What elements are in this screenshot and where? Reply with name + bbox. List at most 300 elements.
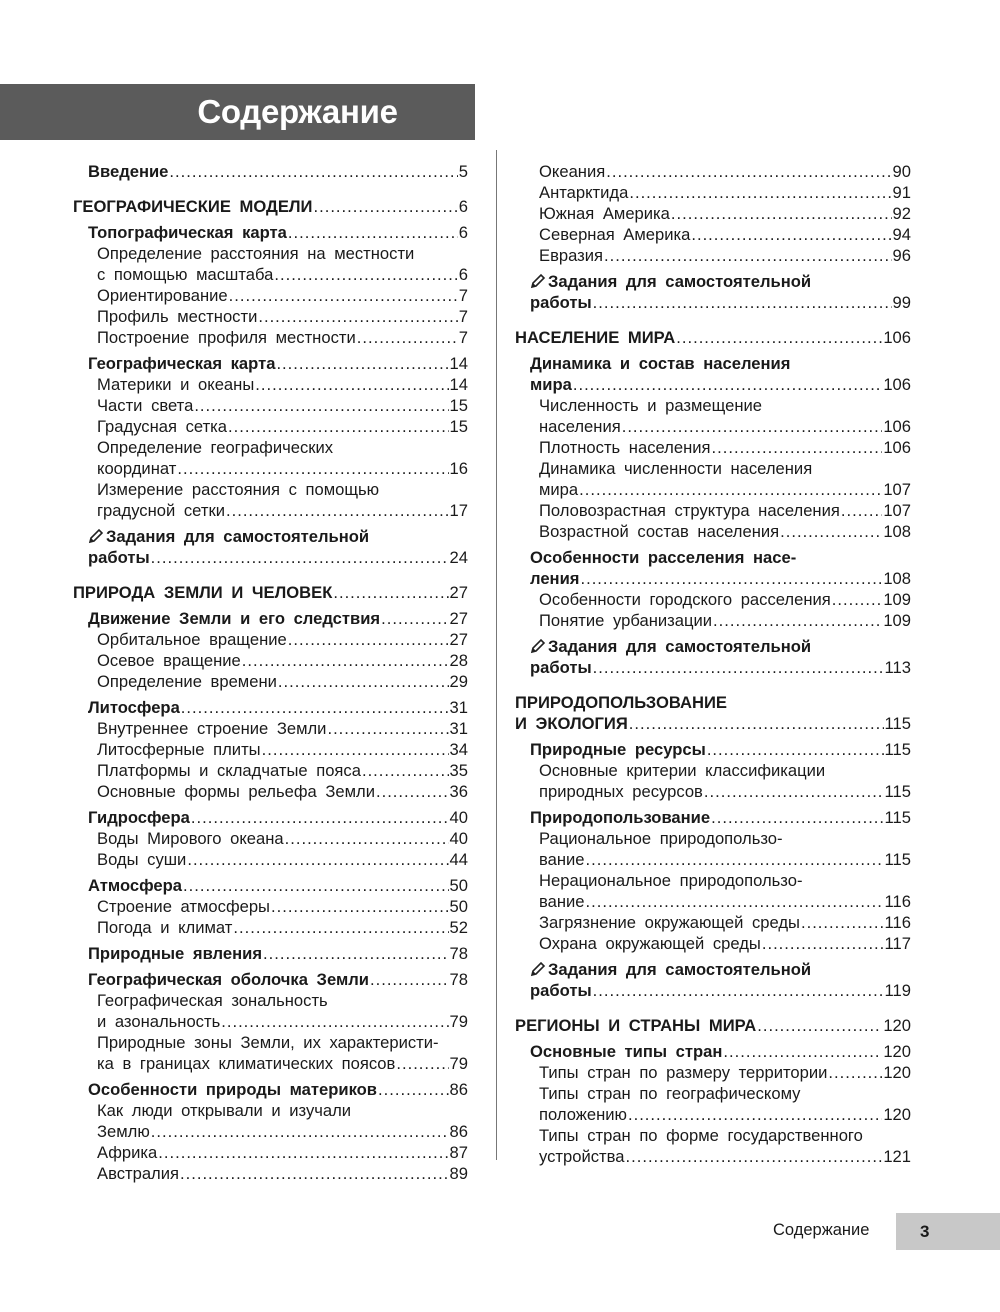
toc-item	[73, 1100, 468, 1142]
toc-page-number: 15	[449, 417, 468, 436]
toc-entry-line	[88, 608, 468, 629]
pencil-icon	[530, 273, 546, 289]
toc-item	[515, 458, 911, 500]
toc-tasks-entry	[515, 636, 911, 678]
toc-item	[515, 828, 911, 870]
toc-entry-line	[539, 182, 911, 203]
toc-entry-text: ГЕОГРАФИЧЕСКИЕ МОДЕЛИ	[73, 197, 313, 216]
toc-entry-line	[539, 479, 911, 500]
toc-page-number: 27	[449, 609, 468, 628]
toc-item	[73, 285, 468, 306]
toc-entry-line	[97, 306, 468, 327]
toc-page-number: 116	[884, 892, 911, 911]
toc-page-number: 27	[449, 583, 468, 602]
toc-page-number: 86	[449, 1080, 468, 1099]
toc-column-right	[515, 161, 911, 1167]
toc-entry-text: градусной сетки	[97, 501, 225, 520]
toc-entry-text: Измерение расстояния с помощью	[97, 480, 380, 499]
dot-leader	[181, 697, 449, 718]
toc-page-number: 87	[449, 1143, 468, 1162]
toc-entry-text: Динамика и состав населения	[530, 354, 791, 373]
toc-item	[73, 760, 468, 781]
dot-leader	[228, 416, 449, 437]
toc-entry-text: Гидросфера	[88, 808, 190, 827]
dot-leader	[285, 828, 449, 849]
dot-leader	[169, 161, 457, 182]
toc-entry-line	[97, 629, 468, 650]
toc-entry-text: Землю	[97, 1122, 150, 1141]
toc-page-number: 24	[449, 548, 468, 567]
dot-leader	[229, 285, 458, 306]
dot-leader	[704, 781, 884, 802]
toc-section	[515, 1015, 911, 1036]
toc-entry-line	[97, 849, 468, 870]
toc-entry-text: Природные ресурсы	[530, 740, 706, 759]
toc-page-number: 78	[449, 944, 468, 963]
toc-page-number: 106	[883, 417, 911, 436]
toc-page-number: 40	[449, 829, 468, 848]
toc-item	[515, 610, 911, 631]
toc-entry-text: Половозрастная структура населения	[539, 501, 840, 520]
toc-entry-text: Задания для самостоятельной	[548, 272, 812, 291]
toc-tasks-entry	[515, 271, 911, 313]
toc-chapter	[73, 943, 468, 964]
toc-entry-line	[515, 713, 911, 734]
toc-page-number: 121	[883, 1147, 911, 1166]
toc-item	[515, 161, 911, 182]
toc-entry-line	[88, 222, 468, 243]
toc-page-number: 14	[449, 354, 468, 373]
dot-leader	[158, 1142, 448, 1163]
toc-item	[515, 521, 911, 542]
toc-entry-text: Северная Америка	[539, 225, 691, 244]
dot-leader	[780, 521, 882, 542]
dot-leader	[841, 500, 882, 521]
toc-entry-line	[539, 912, 911, 933]
dot-leader	[762, 933, 884, 954]
toc-entry-text: ления	[530, 569, 580, 588]
toc-page-number: 115	[884, 714, 911, 733]
toc-entry-text: Природопользование	[530, 808, 711, 827]
toc-chapter	[515, 547, 911, 589]
toc-entry-line	[539, 610, 911, 631]
pencil-icon	[88, 528, 104, 544]
toc-chapter	[73, 875, 468, 896]
toc-item	[515, 203, 911, 224]
toc-entry-text: Топографическая карта	[88, 223, 287, 242]
toc-entry-text: Осевое вращение	[97, 651, 241, 670]
toc-entry-text: работы	[88, 548, 150, 567]
dot-leader	[593, 292, 892, 313]
toc-entry-line	[88, 697, 468, 718]
toc-item	[73, 395, 468, 416]
toc-entry-line	[97, 896, 468, 917]
toc-item	[515, 912, 911, 933]
toc-entry-text: положению	[539, 1105, 627, 1124]
toc-chapter	[73, 969, 468, 990]
toc-entry-text: И ЭКОЛОГИЯ	[515, 714, 628, 733]
toc-column-left	[73, 161, 468, 1184]
toc-page-number: 14	[449, 375, 468, 394]
toc-entry-line	[88, 1079, 468, 1100]
dot-leader	[177, 458, 448, 479]
toc-entry-line	[539, 1146, 911, 1167]
toc-entry-text: Определение расстояния на местности	[97, 244, 415, 263]
dot-leader	[183, 875, 449, 896]
toc-entry-line	[539, 224, 911, 245]
toc-page-number: 106	[883, 375, 911, 394]
toc-page-number: 16	[449, 459, 468, 478]
toc-entry-text: Строение атмосферы	[97, 897, 270, 916]
toc-page-number: 115	[884, 850, 911, 869]
toc-section	[515, 327, 911, 348]
toc-entry-text: Численность и размещение	[539, 396, 762, 415]
toc-entry-text: Понятие урбанизации	[539, 611, 713, 630]
toc-page-number: 36	[449, 782, 468, 801]
toc-page-number: 52	[449, 918, 468, 937]
toc-entry-line	[97, 760, 468, 781]
dot-leader	[378, 1079, 449, 1100]
toc-page-number: 120	[883, 1063, 911, 1082]
dot-leader	[606, 161, 891, 182]
toc-entry-line	[97, 395, 468, 416]
toc-page-number: 28	[449, 651, 468, 670]
toc-item	[73, 243, 468, 285]
toc-page-number: 27	[449, 630, 468, 649]
toc-item	[73, 990, 468, 1032]
toc-entry-line	[539, 849, 911, 870]
toc-section	[73, 196, 468, 217]
toc-item	[73, 1163, 468, 1184]
toc-entry-line	[97, 739, 468, 760]
toc-entry-text: Типы стран по географическому	[539, 1084, 801, 1103]
toc-page-number: 109	[883, 611, 911, 630]
toc-page-number: 44	[449, 850, 468, 869]
toc-entry-text: Ориентирование	[97, 286, 228, 305]
toc-entry-text: Южная Америка	[539, 204, 670, 223]
toc-entry-line	[97, 416, 468, 437]
toc-entry-line	[530, 980, 911, 1001]
toc-page-number: 115	[884, 808, 911, 827]
toc-entry-text: Литосферные плиты	[97, 740, 261, 759]
toc-item	[73, 828, 468, 849]
toc-entry-text: Профиль местности	[97, 307, 258, 326]
toc-chapter	[73, 608, 468, 629]
toc-entry-text: Евразия	[539, 246, 604, 265]
toc-entry-text: Географическая зональность	[97, 991, 328, 1010]
toc-entry-text: работы	[530, 293, 592, 312]
toc-item	[73, 739, 468, 760]
toc-entry-text: Основные критерии классификации	[539, 761, 826, 780]
toc-entry-line	[530, 807, 911, 828]
dot-leader	[580, 568, 882, 589]
dot-leader	[604, 245, 892, 266]
toc-entry-line	[97, 1142, 468, 1163]
toc-entry-text: устройства	[539, 1147, 625, 1166]
toc-item	[73, 306, 468, 327]
toc-item	[73, 671, 468, 692]
dot-leader	[288, 629, 449, 650]
toc-entry-text: Определение географических	[97, 438, 334, 457]
dot-leader	[233, 917, 448, 938]
toc-item	[73, 479, 468, 521]
toc-page-number: 50	[449, 876, 468, 895]
dot-leader	[626, 1146, 883, 1167]
dot-leader	[242, 650, 449, 671]
dot-leader	[593, 657, 884, 678]
toc-entry-text: Охрана окружающей среды	[539, 934, 761, 953]
toc-item	[73, 327, 468, 348]
page-number-box	[896, 1213, 1000, 1250]
dot-leader	[396, 1053, 448, 1074]
dot-leader	[194, 395, 448, 416]
toc-chapter	[515, 353, 911, 395]
toc-entry-text: работы	[530, 981, 592, 1000]
toc-entry-line	[97, 1053, 468, 1074]
dot-leader	[593, 980, 884, 1001]
dot-leader	[676, 327, 882, 348]
toc-page-number: 79	[449, 1012, 468, 1031]
toc-item	[73, 416, 468, 437]
page-number: 3	[920, 1221, 930, 1241]
dot-leader	[226, 500, 449, 521]
toc-item	[515, 245, 911, 266]
toc-page-number: 6	[458, 265, 468, 284]
dot-leader	[711, 807, 883, 828]
toc-entry-text: Атмосфера	[88, 876, 182, 895]
toc-entry-text: Задания для самостоятельной	[548, 637, 812, 656]
dot-leader	[357, 327, 458, 348]
toc-chapter	[73, 697, 468, 718]
toc-tasks-entry	[73, 526, 468, 568]
toc-page-number: 89	[449, 1164, 468, 1183]
toc-page-number: 17	[449, 501, 468, 520]
toc-item	[73, 1032, 468, 1074]
toc-entry-text: Особенности расселения насе-	[530, 548, 797, 567]
toc-entry-text: Географическая карта	[88, 354, 276, 373]
toc-entry-line	[97, 650, 468, 671]
toc-page-number: 90	[892, 162, 911, 181]
toc-entry-line	[97, 500, 468, 521]
toc-entry-text: Антарктида	[539, 183, 629, 202]
toc-page-number: 107	[883, 501, 911, 520]
toc-entry-line	[539, 203, 911, 224]
toc-page-number: 120	[883, 1042, 911, 1061]
toc-entry-line	[539, 1104, 911, 1125]
toc-page-number: 6	[458, 223, 468, 242]
dot-leader	[258, 306, 457, 327]
toc-entry-line	[539, 933, 911, 954]
dot-leader	[622, 416, 883, 437]
toc-item	[515, 500, 911, 521]
toc-entry-text: Литосфера	[88, 698, 180, 717]
toc-tasks-entry	[515, 959, 911, 1001]
toc-page-number: 86	[449, 1122, 468, 1141]
toc-chapter	[73, 222, 468, 243]
toc-entry-text: Географическая оболочка Земли	[88, 970, 369, 989]
toc-entry-text: ПРИРОДА ЗЕМЛИ И ЧЕЛОВЕК	[73, 583, 333, 602]
toc-item	[73, 437, 468, 479]
toc-entry-line	[88, 875, 468, 896]
toc-item	[73, 849, 468, 870]
dot-leader	[832, 589, 883, 610]
toc-entry-line	[97, 1163, 468, 1184]
toc-page-number: 29	[449, 672, 468, 691]
toc-entry-text: Природные зоны Земли, их характеристи-	[97, 1033, 439, 1052]
toc-entry-text: населения	[539, 417, 621, 436]
toc-entry-line	[88, 969, 468, 990]
dot-leader	[573, 374, 882, 395]
toc-entry-line	[539, 589, 911, 610]
toc-entry-text: мира	[530, 375, 572, 394]
toc-entry-text: Погода и климат	[97, 918, 233, 937]
toc-entry-line	[73, 582, 468, 603]
toc-entry-text: РЕГИОНЫ И СТРАНЫ МИРА	[515, 1016, 757, 1035]
dot-leader	[313, 196, 457, 217]
toc-entry-text: Определение времени	[97, 672, 277, 691]
toc-entry-text: Градусная сетка	[97, 417, 228, 436]
page-title: Содержание	[197, 93, 398, 130]
toc-entry-line	[97, 671, 468, 692]
toc-entry-line	[539, 521, 911, 542]
toc-entry-text: Природные явления	[88, 944, 263, 963]
toc-page-number: 109	[883, 590, 911, 609]
toc-entry-text: Материки и океаны	[97, 375, 255, 394]
toc-chapter	[73, 1079, 468, 1100]
toc-entry-text: Внутреннее строение Земли	[97, 719, 327, 738]
toc-page-number: 78	[449, 970, 468, 989]
dot-leader	[327, 718, 448, 739]
toc-entry-line	[530, 739, 911, 760]
dot-leader	[333, 582, 448, 603]
dot-leader	[629, 182, 891, 203]
toc-chapter	[73, 807, 468, 828]
toc-entry-line	[97, 828, 468, 849]
toc-page-number: 34	[449, 740, 468, 759]
toc-entry-line	[530, 1041, 911, 1062]
dot-leader	[288, 222, 458, 243]
toc-page-number: 106	[883, 328, 911, 347]
toc-page-number: 79	[449, 1054, 468, 1073]
toc-item	[515, 870, 911, 912]
dot-leader	[723, 1041, 882, 1062]
toc-chapter	[515, 739, 911, 760]
toc-page-number: 31	[449, 719, 468, 738]
toc-entry-text: координат	[97, 459, 177, 478]
toc-entry-text: Особенности городского расселения	[539, 590, 831, 609]
toc-entry-text: Движение Земли и его следствия	[88, 609, 381, 628]
dot-leader	[151, 1121, 449, 1142]
toc-page-number: 6	[458, 197, 468, 216]
toc-entry-text: Типы стран по размеру территории	[539, 1063, 828, 1082]
toc-entry-text: Воды суши	[97, 850, 187, 869]
dot-leader	[151, 547, 449, 568]
toc-entry-text: Задания для самостоятельной	[106, 527, 370, 546]
toc-entry-text: и азональность	[97, 1012, 221, 1031]
dot-leader	[757, 1015, 882, 1036]
toc-item	[73, 374, 468, 395]
toc-item	[515, 589, 911, 610]
dot-leader	[263, 943, 449, 964]
toc-entry-text: вание	[539, 850, 585, 869]
toc-page-number: 50	[449, 897, 468, 916]
dot-leader	[278, 671, 449, 692]
dot-leader	[191, 807, 449, 828]
toc-entry-line	[97, 781, 468, 802]
toc-item	[515, 437, 911, 458]
toc-entry-line	[97, 1011, 468, 1032]
toc-page-number: 91	[892, 183, 911, 202]
toc-entry-line	[530, 292, 911, 313]
dot-leader	[370, 969, 449, 990]
toc-entry-text: Возрастной состав населения	[539, 522, 780, 541]
toc-entry-text: Орбитальное вращение	[97, 630, 287, 649]
toc-entry-text: ка в границах климатических поясов	[97, 1054, 396, 1073]
column-divider	[496, 150, 497, 1160]
toc-entry-line	[88, 807, 468, 828]
page-title-banner	[0, 84, 475, 140]
toc-entry-text: работы	[530, 658, 592, 677]
toc-page-number: 107	[883, 480, 911, 499]
toc-entry-text: Введение	[88, 162, 169, 181]
toc-entry-line	[539, 245, 911, 266]
toc-page-number: 99	[892, 293, 911, 312]
dot-leader	[255, 374, 448, 395]
dot-leader	[713, 610, 882, 631]
toc-page-number: 31	[449, 698, 468, 717]
toc-entry-line	[539, 437, 911, 458]
pencil-icon	[530, 638, 546, 654]
toc-section	[73, 582, 468, 603]
toc-entry-line	[539, 416, 911, 437]
toc-chapter	[515, 807, 911, 828]
toc-item	[73, 1142, 468, 1163]
toc-entry-line	[515, 1015, 911, 1036]
toc-entry-line	[97, 264, 468, 285]
toc-entry-line	[539, 500, 911, 521]
dot-leader	[629, 713, 884, 734]
dot-leader	[691, 224, 891, 245]
toc-item	[73, 896, 468, 917]
toc-entry-text: Африка	[97, 1143, 158, 1162]
toc-item	[515, 933, 911, 954]
dot-leader	[274, 264, 457, 285]
toc-page-number: 15	[449, 396, 468, 415]
toc-page-number: 40	[449, 808, 468, 827]
toc-item	[73, 781, 468, 802]
toc-page-number: 5	[458, 162, 468, 181]
toc-entry-text: Воды Мирового океана	[97, 829, 284, 848]
toc-item	[515, 395, 911, 437]
toc-entry-line	[88, 161, 468, 182]
toc-entry-line	[97, 374, 468, 395]
dot-leader	[187, 849, 448, 870]
toc-page-number: 7	[458, 307, 468, 326]
toc-entry-line	[539, 891, 911, 912]
dot-leader	[221, 1011, 448, 1032]
toc-entry-text: Австралия	[97, 1164, 179, 1183]
pencil-icon	[530, 961, 546, 977]
dot-leader	[362, 760, 449, 781]
toc-entry-text: Основные формы рельефа Земли	[97, 782, 375, 801]
toc-entry-line	[539, 1062, 911, 1083]
toc-item	[73, 917, 468, 938]
dot-leader	[707, 739, 884, 760]
toc-chapter	[73, 161, 468, 182]
toc-page-number: 108	[883, 569, 911, 588]
toc-item	[515, 1062, 911, 1083]
toc-entry-line	[88, 943, 468, 964]
